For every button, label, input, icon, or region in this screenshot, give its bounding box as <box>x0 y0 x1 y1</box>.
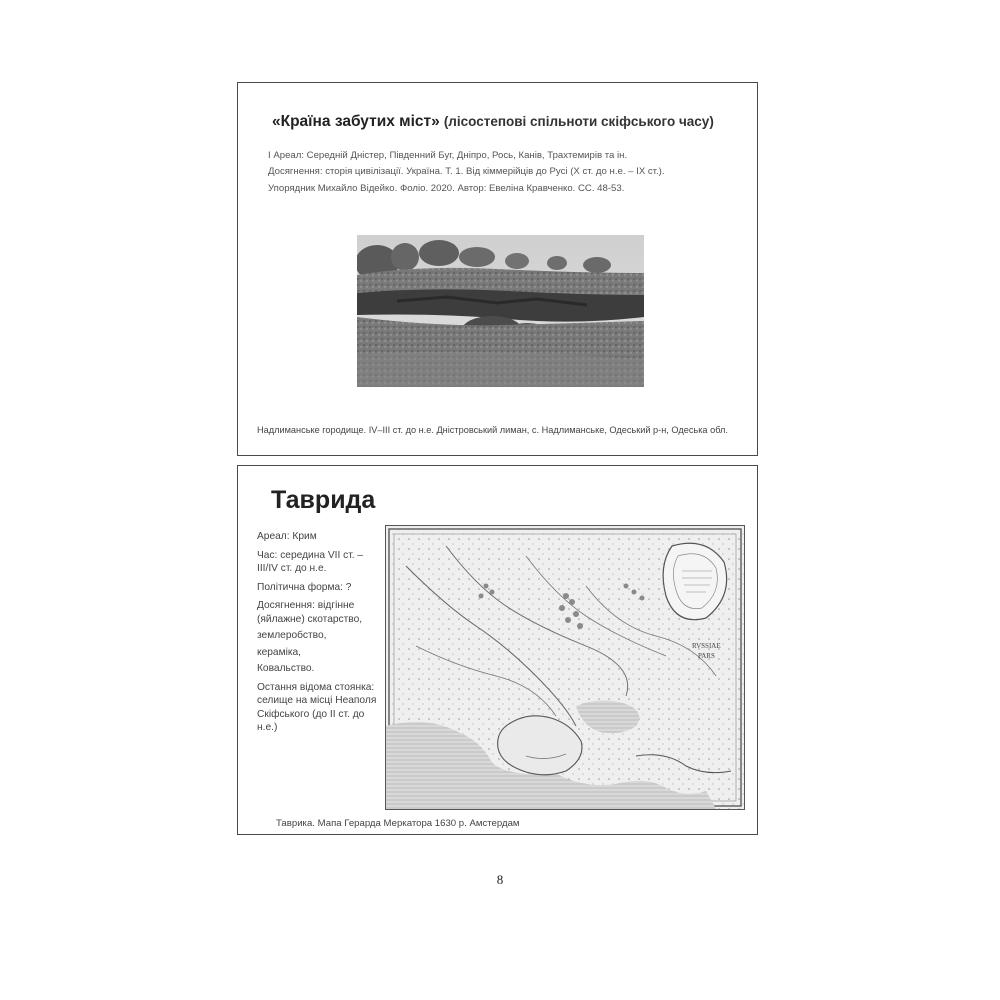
slide2-facts-list <box>257 530 385 740</box>
fact-achievements: Досягнення: відгінне (яйлажне) скотарство, <box>257 600 363 625</box>
fact-time: Час: середина VII ст. – III/IV ст. до н.е. <box>257 549 364 574</box>
fact-last-settlement: Остання відома стоянка: селище на місці Неаполя Скіфського (до II ст. до н.е.) <box>257 681 377 733</box>
slide2-title: Таврида <box>271 486 376 514</box>
page-number: 8 <box>496 872 504 887</box>
map-label-russiae: RVSSIAE <box>692 642 721 650</box>
slide1-author-line: Упорядник Михайло Відейко. Фоліо. 2020. Автор: Евеліна Кравченко. СС. 48-53. <box>268 183 625 194</box>
slide1-title-sub: (лісостепові спільноти скіфського часу) <box>443 114 714 129</box>
slide-tavrida <box>237 465 758 835</box>
fact-political-form: Політична форма: ? <box>257 581 352 593</box>
fact-area: Ареал: Крим <box>257 531 317 542</box>
slide1-source-line: Досягнення: сторія цивілізації. Україна. Т. 1. Від кіммерійців до Русі (Х ст. до н.е. – ІХ ст.). <box>268 166 665 177</box>
fact-ceramics: кераміка, <box>257 646 302 658</box>
fact-smithing: Ковальство. <box>257 663 315 674</box>
slide1-title-main: «Країна забутих міст» <box>272 113 440 130</box>
mercator-map <box>385 525 745 810</box>
slide2-caption: Таврика. Мапа Герарда Меркатора 1630 р. Амстердам <box>276 818 520 829</box>
fact-agriculture: землеробство, <box>257 630 327 641</box>
slide1-area-line: І Ареал: Середній Дністер, Південний Буг, Дніпро, Рось, Канів, Трахтемирів та ін. <box>268 150 628 161</box>
slide1-caption: Надлиманське городище. IV–III ст. до н.е. Дністровський лиман, с. Надлиманське, Одеський р-н, Одеська обл. <box>257 425 728 435</box>
slide1-title <box>272 113 714 131</box>
slide-forgotten-cities <box>237 82 758 456</box>
hillfort-photo <box>357 235 644 387</box>
map-label-pars: PARS <box>698 652 715 660</box>
